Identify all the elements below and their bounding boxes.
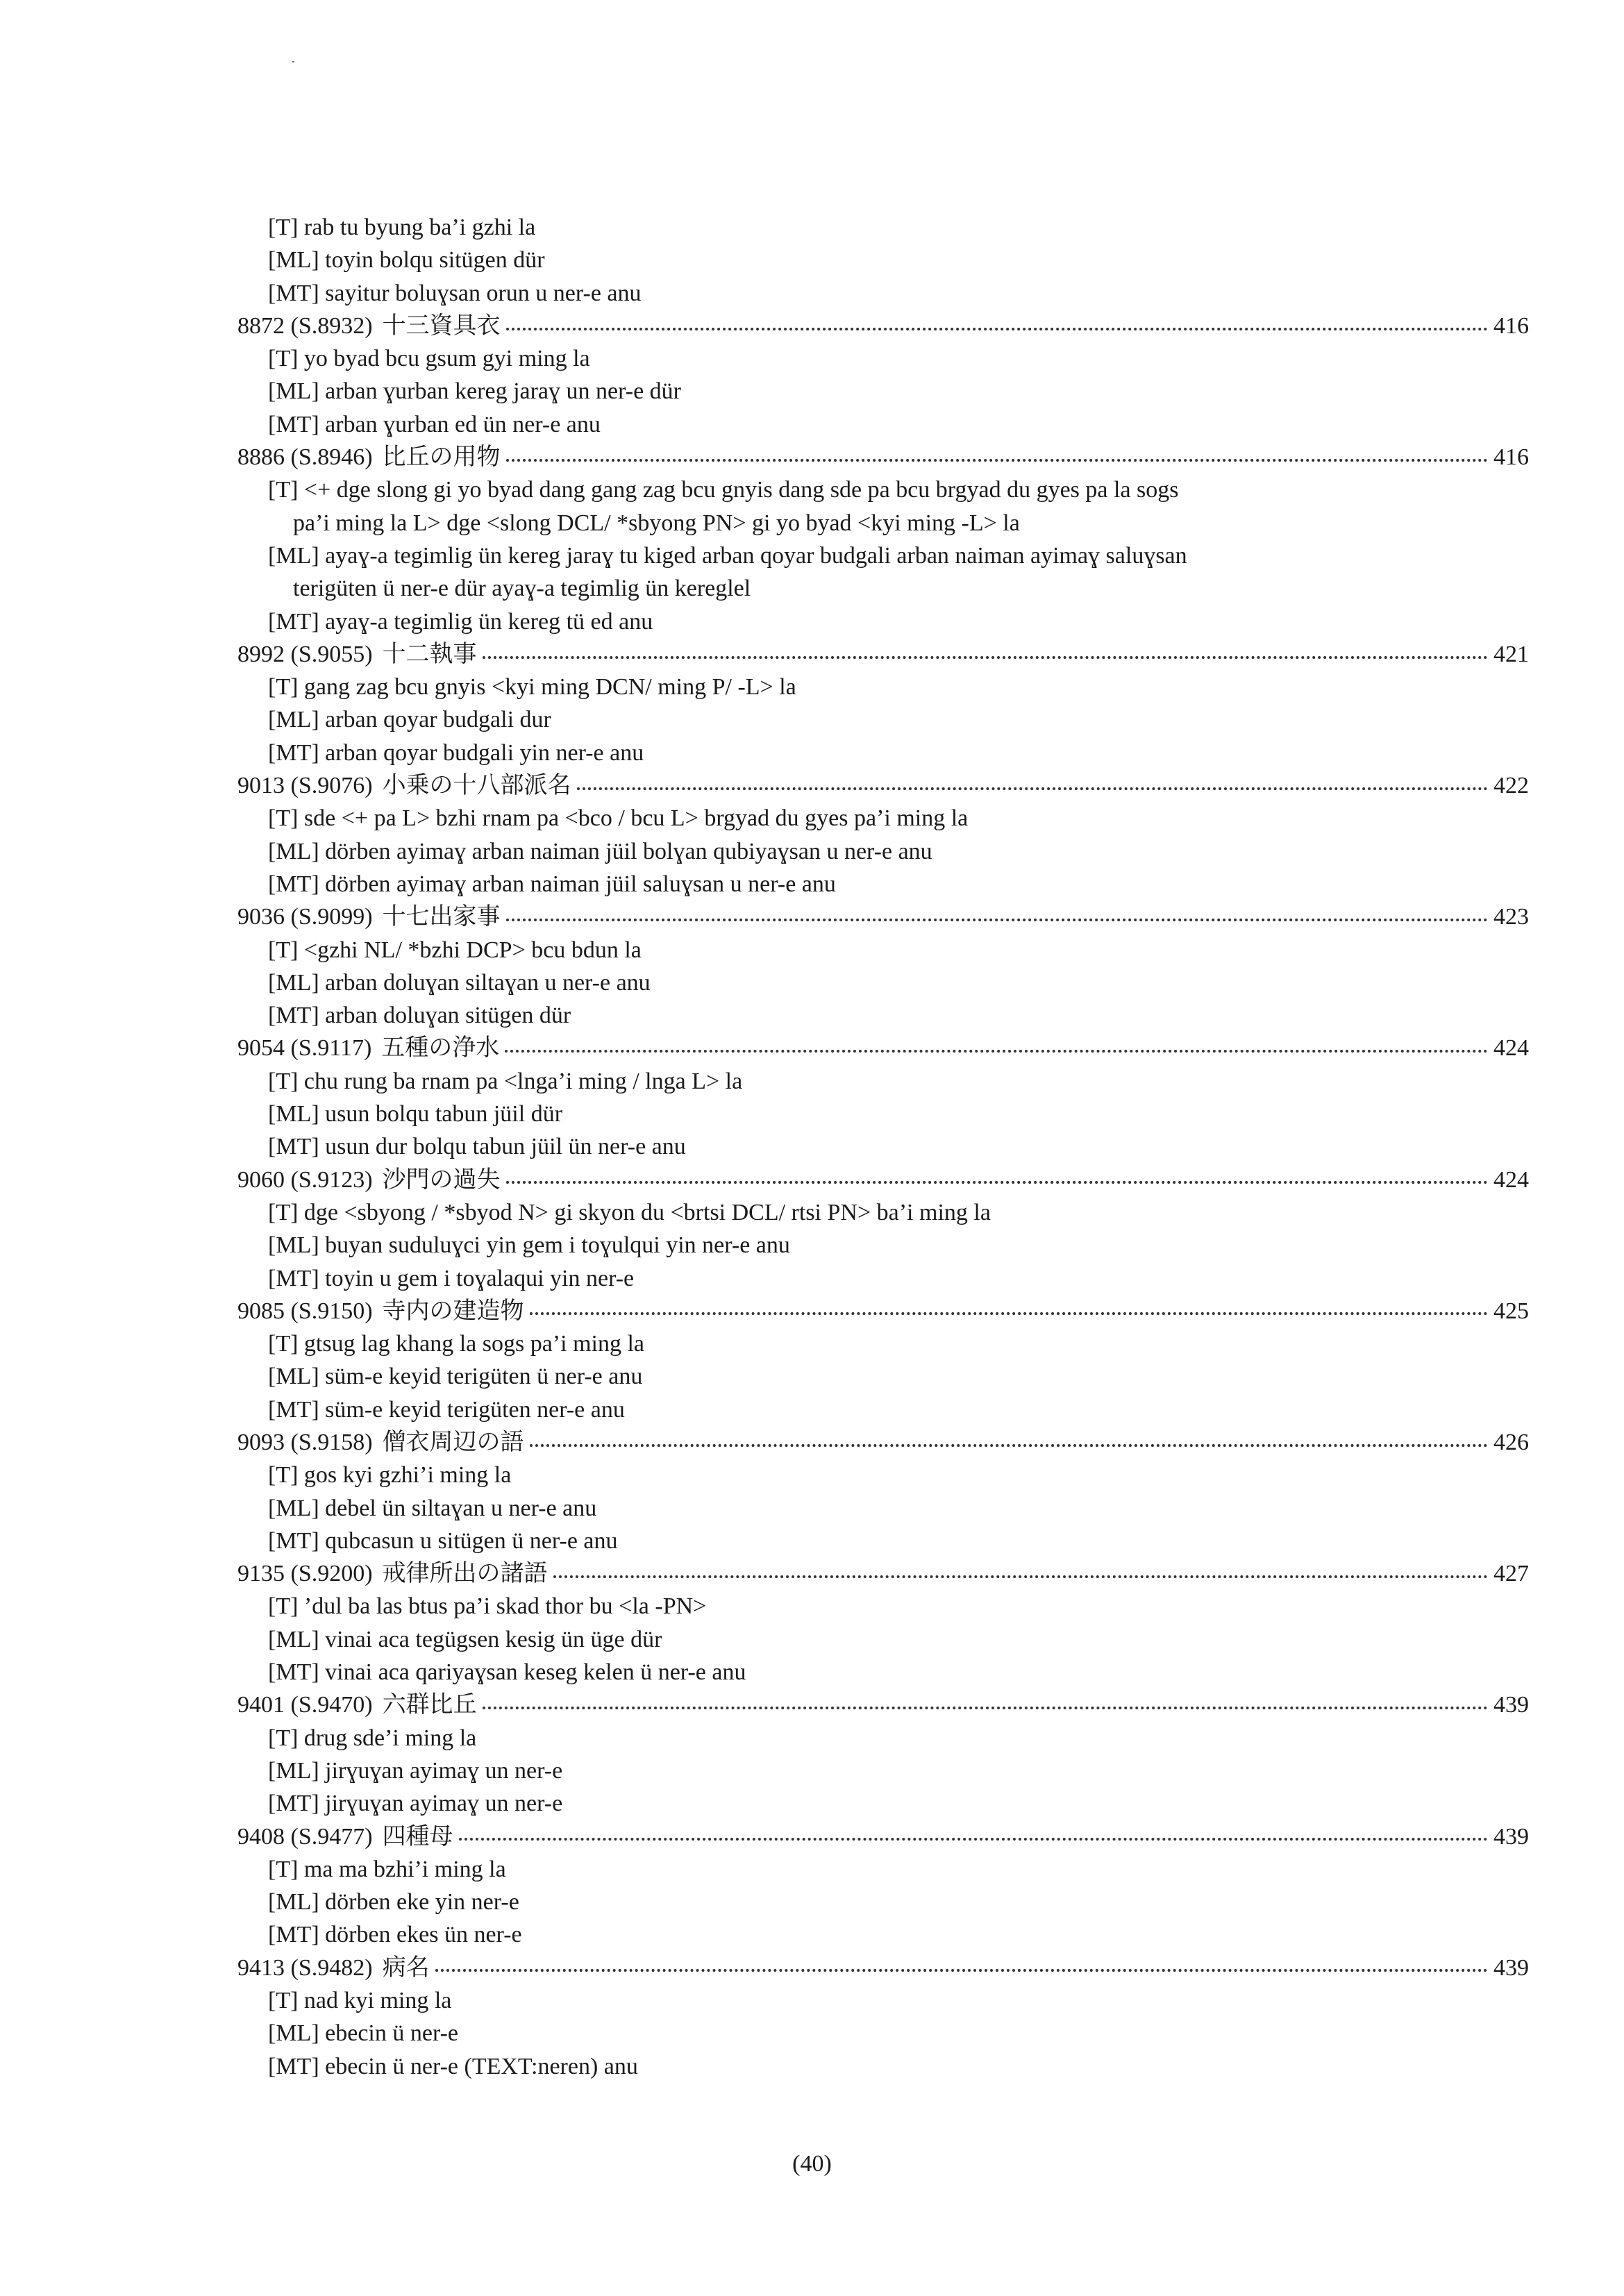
entry-heading [237, 900, 1529, 933]
entry-heading [237, 769, 1529, 802]
gloss-line: [ML] toyin bolqu sitügen dür [268, 247, 545, 274]
gloss-line: [T] rab tu byung ba’i gzhi la [268, 215, 536, 240]
gloss-line: [T] <+ dge slong gi yo byad dang gang zag bcu gnyis dang sde pa bcu brgyad du gyes pa la sogs [268, 477, 1179, 503]
gloss-line: [MT] ebecin ü ner-e (TEXT:neren) anu [268, 2053, 638, 2079]
entry-page-ref: 426 [1493, 1429, 1529, 1455]
entry-number: 9085 (S.9150) [237, 1298, 373, 1324]
dot-leader [506, 919, 1488, 921]
entry-heading [237, 1032, 1529, 1064]
gloss-line: [T] ’dul ba las btus pa’i skad thor bu <la -PN> [268, 1593, 707, 1620]
gloss-line: [ML] süm-e keyid terigüten ü ner-e anu [268, 1364, 643, 1390]
dot-leader [506, 328, 1488, 330]
entry-page-ref: 422 [1493, 773, 1529, 799]
gloss-line: [MT] dörben ekes ün ner-e [268, 1922, 522, 1948]
entry-title: 十二執事 [382, 641, 477, 667]
entry-title: 沙門の過失 [382, 1166, 501, 1193]
gloss-line: [ML] debel ün siltaɣan u ner-e anu [268, 1495, 597, 1521]
entry-title: 病名 [382, 1954, 430, 1981]
gloss-line: [MT] süm-e keyid terigüten ner-e anu [268, 1396, 625, 1423]
entry-page-ref: 421 [1493, 641, 1529, 667]
entry-page-ref: 416 [1493, 312, 1529, 339]
entry-number: 8992 (S.9055) [237, 641, 373, 667]
entry-page-ref: 416 [1493, 444, 1529, 471]
entry-heading [237, 1426, 1529, 1459]
gloss-line: [ML] buyan suduluɣci yin gem i toɣulqui yin ner-e anu [268, 1232, 790, 1259]
entry-number: 9093 (S.9158) [237, 1429, 373, 1455]
entry-title: 比丘の用物 [382, 444, 501, 471]
entry-number: 9413 (S.9482) [237, 1954, 373, 1981]
gloss-line: [T] drug sde’i ming la [268, 1725, 477, 1751]
entry-number: 8872 (S.8932) [237, 312, 373, 339]
gloss-line: [MT] ayaɣ-a tegimlig ün kereg tü ed anu [268, 608, 653, 635]
gloss-line: [ML] ayaɣ-a tegimlig ün kereg jaraɣ tu kiged arban qoyar budgali arban naiman ayimaɣ saluɣsan [268, 542, 1187, 569]
dot-leader [483, 1707, 1488, 1709]
entry-title: 六群比丘 [382, 1692, 477, 1718]
dot-leader [505, 1050, 1488, 1053]
gloss-continuation: terigüten ü ner-e dür ayaɣ-a tegimlig ün kereglel [293, 576, 751, 602]
gloss-line: [T] gos kyi gzhi’i ming la [268, 1462, 512, 1489]
entry-heading [237, 1164, 1529, 1196]
gloss-line: [ML] dörben ayimaɣ arban naiman jüil bolɣan qubiyaɣsan u ner-e anu [268, 838, 932, 864]
entry-heading [237, 310, 1529, 342]
gloss-line: [T] dge <sbyong / *sbyod N> gi skyon du <brtsi DCL/ rtsi PN> ba’i ming la [268, 1199, 991, 1225]
gloss-line: [MT] vinai aca qariyaɣsan keseg kelen ü ner-e anu [268, 1659, 746, 1686]
gloss-line: [T] chu rung ba rnam pa <lnga’i ming / lnga L> la [268, 1068, 743, 1094]
dot-leader [577, 787, 1488, 790]
entry-number: 9135 (S.9200) [237, 1561, 373, 1587]
gloss-line: [ML] ebecin ü ner-e [268, 2020, 459, 2047]
dot-leader [435, 1969, 1488, 1972]
entry-heading [237, 1557, 1529, 1590]
gloss-line: [MT] arban ɣurban ed ün ner-e anu [268, 411, 601, 437]
entry-title: 四種母 [382, 1823, 453, 1850]
dot-leader [530, 1312, 1488, 1315]
entry-page-ref: 425 [1493, 1298, 1529, 1324]
gloss-line: [T] sde <+ pa L> bzhi rnam pa <bco / bcu L> brgyad du gyes pa’i ming la [268, 805, 969, 832]
gloss-line: [T] gtsug lag khang la sogs pa’i ming la [268, 1331, 645, 1357]
gloss-line: [T] nad kyi ming la [268, 1988, 452, 2014]
entry-page-ref: 439 [1493, 1823, 1529, 1850]
gloss-line: [T] ma ma bzhi’i ming la [268, 1856, 506, 1882]
entry-page-ref: 439 [1493, 1954, 1529, 1981]
entry-heading [237, 1820, 1529, 1853]
dot-leader [553, 1575, 1488, 1578]
gloss-continuation: pa’i ming la L> dge <slong DCL/ *sbyong PN> gi yo byad <kyi ming -L> la [293, 510, 1020, 536]
entry-heading [237, 1295, 1529, 1327]
dot-leader [483, 656, 1488, 659]
gloss-line: [MT] qubcasun u sitügen ü ner-e anu [268, 1527, 618, 1554]
gloss-line: [ML] arban doluɣan siltaɣan u ner-e anu [268, 969, 651, 996]
gloss-line: [MT] dörben ayimaɣ arban naiman jüil saluɣsan u ner-e anu [268, 871, 836, 897]
entry-heading [237, 638, 1529, 671]
entry-page-ref: 427 [1493, 1561, 1529, 1587]
entry-title: 僧衣周辺の語 [382, 1429, 524, 1455]
gloss-line: [T] yo byad bcu gsum gyi ming la [268, 346, 590, 372]
dot-leader [459, 1838, 1488, 1841]
gloss-line: [T] <gzhi NL/ *bzhi DCP> bcu bdun la [268, 937, 642, 963]
gloss-line: [MT] jirɣuɣan ayimaɣ un ner-e [268, 1791, 563, 1817]
entry-number: 9013 (S.9076) [237, 773, 373, 799]
gloss-line: [MT] usun dur bolqu tabun jüil ün ner-e anu [268, 1134, 686, 1160]
entry-heading [237, 1689, 1529, 1721]
gloss-line: [MT] arban qoyar budgali yin ner-e anu [268, 739, 644, 766]
entry-number: 9408 (S.9477) [237, 1823, 373, 1850]
dot-leader [506, 459, 1488, 462]
gloss-line: [ML] arban qoyar budgali dur [268, 707, 551, 733]
entry-title: 五種の浄水 [381, 1035, 500, 1062]
entry-page-ref: 424 [1493, 1166, 1529, 1193]
entry-page-ref: 423 [1493, 904, 1529, 930]
entry-title: 小乗の十八部派名 [382, 773, 571, 799]
entry-list [237, 211, 1529, 2083]
gloss-line: [ML] vinai aca tegügsen kesig ün üge dür [268, 1626, 662, 1652]
entry-heading [237, 1952, 1529, 1984]
gloss-line: [ML] arban ɣurban kereg jaraɣ un ner-e dür [268, 378, 681, 405]
dot-leader [506, 1181, 1488, 1184]
gloss-line: [ML] usun bolqu tabun jüil dür [268, 1101, 563, 1128]
dot-leader [530, 1444, 1488, 1447]
entry-number: 8886 (S.8946) [237, 444, 373, 471]
gloss-line: [ML] jirɣuɣan ayimaɣ un ner-e [268, 1757, 563, 1784]
entry-heading [237, 441, 1529, 474]
entry-number: 9060 (S.9123) [237, 1166, 373, 1193]
entry-title: 寺内の建造物 [382, 1298, 524, 1324]
entry-number: 9036 (S.9099) [237, 904, 373, 930]
gloss-line: [T] gang zag bcu gnyis <kyi ming DCN/ ming P/ -L> la [268, 674, 796, 701]
entry-number: 9054 (S.9117) [237, 1035, 372, 1062]
gloss-line: [MT] arban doluɣan sitügen dür [268, 1003, 571, 1029]
entry-page-ref: 439 [1493, 1692, 1529, 1718]
entry-title: 戒律所出の諸語 [382, 1561, 548, 1587]
gloss-line: [MT] sayitur boluɣsan orun u ner-e anu [268, 280, 642, 306]
scan-speck [292, 61, 294, 62]
entry-title: 十三資具衣 [382, 312, 501, 339]
entry-page-ref: 424 [1493, 1035, 1529, 1062]
gloss-line: [ML] dörben eke yin ner-e [268, 1889, 519, 1916]
entry-number: 9401 (S.9470) [237, 1692, 373, 1718]
entry-title: 十七出家事 [382, 904, 501, 930]
gloss-line: [MT] toyin u gem i toɣalaqui yin ner-e [268, 1265, 635, 1291]
page-number: (40) [792, 2151, 832, 2177]
